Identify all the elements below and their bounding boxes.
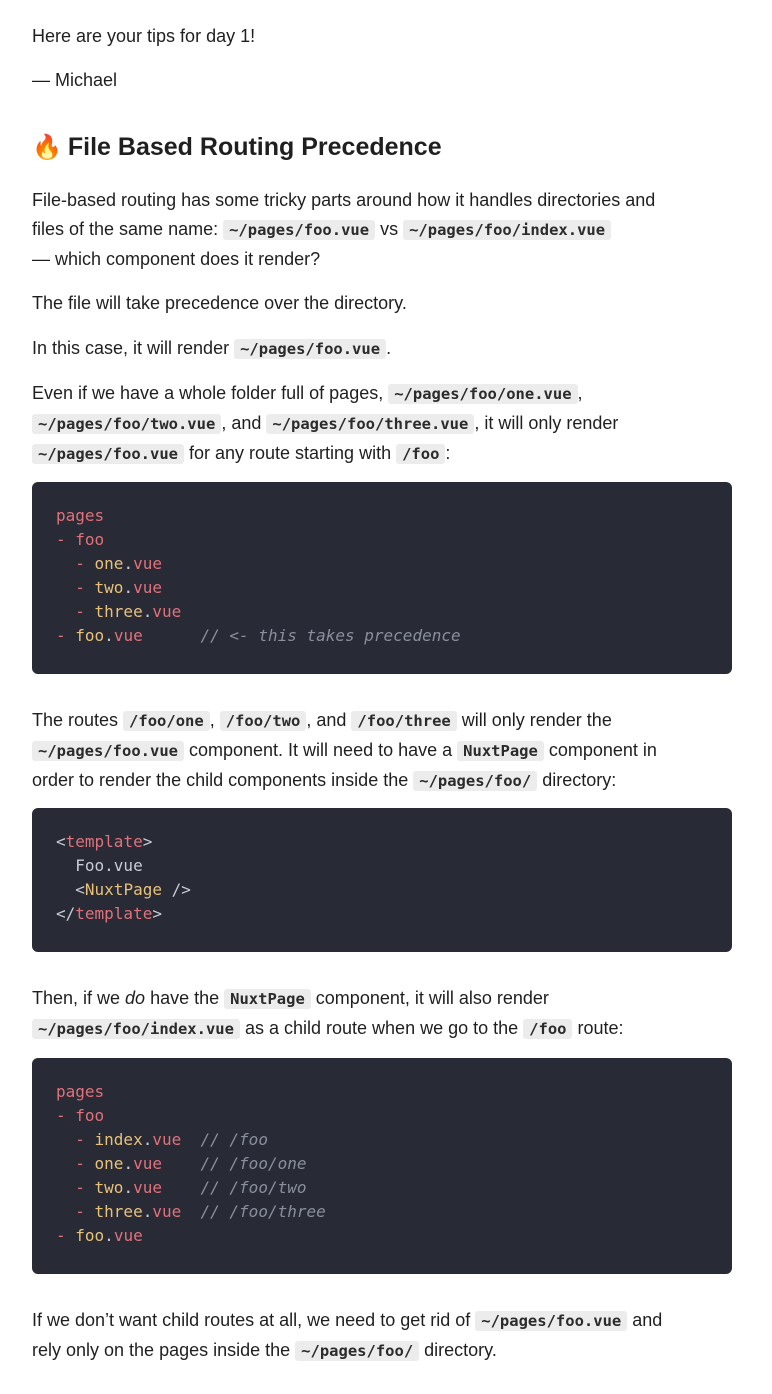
code-token: . [123, 1154, 134, 1173]
code-block-routes [32, 1058, 732, 1274]
code-token: vue [133, 578, 162, 597]
code-token: - [56, 602, 95, 621]
code-token: pages [56, 506, 105, 525]
code-token: - [56, 1178, 95, 1197]
paragraph-6 [32, 984, 732, 1044]
code-comment: // <- this takes precedence [200, 626, 461, 645]
code-token: - [56, 554, 95, 573]
code-block-structure [32, 482, 732, 674]
code-token: one [94, 1154, 124, 1173]
code-token: vue [113, 626, 143, 645]
code-token: two [94, 1178, 124, 1197]
inline-code: ~/pages/foo.vue [234, 339, 386, 359]
code-token: vue [152, 1202, 182, 1221]
code-token: . [123, 1178, 134, 1197]
inline-code: ~/pages/foo.vue [223, 220, 375, 240]
code-token: template [65, 832, 143, 851]
code-token: - [56, 1226, 76, 1245]
emphasis-text: do [125, 988, 146, 1008]
code-token: . [104, 1226, 114, 1245]
inline-code: ~/pages/foo/ [295, 1341, 419, 1361]
text: — which component does it render? [32, 249, 321, 269]
code-token [181, 1130, 200, 1149]
code-token: . [142, 602, 153, 621]
inline-code: ~/pages/foo.vue [475, 1311, 627, 1331]
inline-code: /foo/one [123, 711, 210, 731]
text: If we don’t want child routes at all, we need to get rid of [32, 1310, 476, 1330]
code-token: - [56, 1202, 95, 1221]
inline-code: NuxtPage [224, 989, 311, 1009]
text: In this case, it will render [32, 338, 235, 358]
text: directory. [419, 1340, 497, 1360]
code-token: - [56, 1130, 95, 1149]
inline-code: /foo [396, 444, 445, 464]
code-token: one [94, 554, 124, 573]
code-token [181, 1202, 200, 1221]
paragraph-2 [32, 289, 732, 318]
text: for any route starting with [183, 443, 397, 463]
text: , and [221, 413, 267, 433]
text: component. It will need to have a [183, 740, 458, 760]
inline-code: ~/pages/foo/index.vue [32, 1019, 240, 1039]
code-token: foo [75, 530, 105, 549]
p1-line2: files of the same name: [32, 219, 224, 239]
text: component, it will also render [310, 988, 549, 1008]
inline-code: NuxtPage [457, 741, 544, 761]
text: , and [306, 710, 352, 730]
code-token: foo [75, 1226, 105, 1245]
paragraph-3 [32, 334, 732, 364]
text: , it will only render [474, 413, 619, 433]
code-token: vue [133, 554, 162, 573]
inline-code: /foo/three [351, 711, 456, 731]
inline-code: ~/pages/foo/three.vue [266, 414, 474, 434]
text: vs [375, 219, 404, 239]
paragraph-5 [32, 706, 732, 796]
code-token: - [56, 626, 76, 645]
code-block-template [32, 808, 732, 952]
inline-code: ~/pages/foo.vue [32, 444, 184, 464]
fire-icon: 🔥 [32, 134, 62, 161]
code-token: three [94, 1202, 143, 1221]
p1-line1: File-based routing has some tricky parts around how it handles directories and [32, 190, 656, 210]
inline-code: ~/pages/foo.vue [32, 741, 184, 761]
code-token [162, 1154, 201, 1173]
code-token: > [142, 832, 153, 851]
code-token: two [94, 578, 124, 597]
text: , [577, 383, 583, 403]
text: have the [145, 988, 225, 1008]
text: will only render the [456, 710, 612, 730]
inline-code: ~/pages/foo/ [413, 771, 537, 791]
text: and [627, 1310, 663, 1330]
inline-code: ~/pages/foo/index.vue [403, 220, 611, 240]
code-token: . [104, 626, 114, 645]
code-token: </ [56, 904, 76, 923]
code-token: vue [133, 1154, 162, 1173]
code-token: . [123, 578, 134, 597]
code-token: pages [56, 1082, 105, 1101]
code-token: vue [133, 1178, 162, 1197]
paragraph-1 [32, 186, 732, 274]
signoff-text: — Michael [32, 70, 118, 90]
code-token: > [152, 904, 162, 923]
text: rely only on the pages inside the [32, 1340, 296, 1360]
text: Even if we have a whole folder full of pages, [32, 383, 389, 403]
code-token: < [56, 880, 85, 899]
text: directory: [537, 770, 617, 790]
inline-code: /foo/two [220, 711, 307, 731]
code-token: < [56, 832, 66, 851]
inline-code: ~/pages/foo/two.vue [32, 414, 221, 434]
inline-code: /foo [523, 1019, 572, 1039]
code-token: three [94, 602, 143, 621]
inline-code: ~/pages/foo/one.vue [388, 384, 577, 404]
text: Then, if we [32, 988, 126, 1008]
code-comment: // /foo/one [200, 1154, 307, 1173]
code-token [162, 1178, 201, 1197]
text: route: [572, 1018, 624, 1038]
code-token: vue [152, 602, 182, 621]
paragraph-4 [32, 379, 732, 469]
code-token: foo [75, 1106, 105, 1125]
greeting-text: Here are your tips for day 1! [32, 26, 256, 46]
text: : [445, 443, 451, 463]
text: The file will take precedence over the directory. [32, 293, 407, 313]
code-comment: // /foo/two [200, 1178, 307, 1197]
text: as a child route when we go to the [239, 1018, 524, 1038]
section-heading [32, 128, 442, 167]
text: order to render the child components inside the [32, 770, 414, 790]
code-token: vue [152, 1130, 182, 1149]
code-token: template [75, 904, 153, 923]
text: , [209, 710, 220, 730]
code-comment: // /foo/three [200, 1202, 326, 1221]
code-token [143, 626, 201, 645]
text: . [386, 338, 392, 358]
code-token: index [94, 1130, 143, 1149]
code-token: - [56, 1106, 76, 1125]
heading-title: File Based Routing Precedence [67, 133, 442, 161]
text: The routes [32, 710, 124, 730]
code-token: - [56, 1154, 95, 1173]
code-token: . [142, 1130, 153, 1149]
code-token: Foo.vue [56, 856, 143, 875]
code-token: foo [75, 626, 105, 645]
code-comment: // /foo [200, 1130, 268, 1149]
code-token: . [123, 554, 134, 573]
code-token: vue [113, 1226, 143, 1245]
code-token: - [56, 578, 95, 597]
text: component in [543, 740, 657, 760]
code-token: - [56, 530, 76, 549]
code-token: /> [161, 880, 191, 899]
code-token: . [142, 1202, 153, 1221]
paragraph-7 [32, 1306, 732, 1366]
code-token: NuxtPage [84, 880, 162, 899]
